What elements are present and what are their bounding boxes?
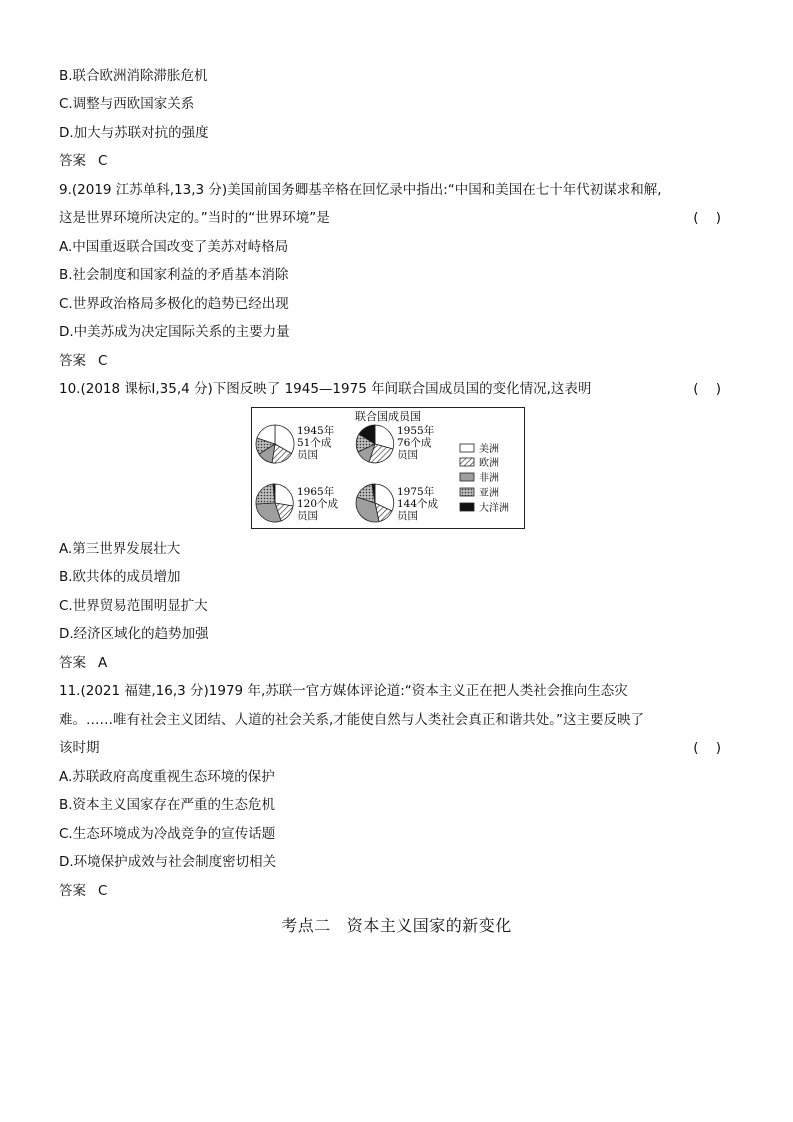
q9-option-a: A.中国重返联合国改变了美苏对峙格局 xyxy=(59,239,289,255)
legend-swatch-europe xyxy=(460,458,474,466)
legend-label-oceania: 大洋洲 xyxy=(479,503,509,514)
q11-option-d: D.环境保护成效与社会制度密切相关 xyxy=(59,854,277,870)
q10-option-c: C.世界贸易范围明显扩大 xyxy=(59,598,208,614)
answer-value: C xyxy=(98,353,108,369)
q11-answer xyxy=(59,882,107,900)
q9-answer xyxy=(59,352,107,370)
q11-stem-line2: 难。……唯有社会主义团结、人道的社会关系,才能使自然与人类社会真正和谐共处。”这主要反映了 xyxy=(59,712,645,728)
q8-option-c: C.调整与西欧国家关系 xyxy=(59,96,195,112)
pie-1975-label-line3: 员国 xyxy=(397,510,418,522)
figure-title: 联合国成员国 xyxy=(355,410,421,423)
q9-answer-paren: ( ) xyxy=(693,210,721,226)
pie-1945-label-line2: 51个成 xyxy=(297,437,332,449)
pie-1945-label-line3: 员国 xyxy=(297,449,318,461)
section-title: 资本主义国家的新变化 xyxy=(346,916,512,935)
answer-label: 答案 xyxy=(59,655,86,671)
section-heading xyxy=(0,913,793,936)
pie-1955-label-line1: 1955年 xyxy=(397,425,435,437)
legend-label-europe: 欧洲 xyxy=(479,458,499,469)
q10-option-b: B.欧共体的成员增加 xyxy=(59,569,181,585)
q11-option-a: A.苏联政府高度重视生态环境的保护 xyxy=(59,769,275,785)
q9-option-d: D.中美苏成为决定国际关系的主要力量 xyxy=(59,324,290,340)
q10-answer xyxy=(59,654,107,672)
q11-stem-line3: 该时期 xyxy=(59,740,100,756)
pie-1975-label-line2: 144个成 xyxy=(397,498,439,510)
pie-1955-label-line2: 76个成 xyxy=(397,437,432,449)
legend-label-africa: 非洲 xyxy=(479,473,499,484)
q10-stem-line1: 10.(2018 课标Ⅰ,35,4 分)下图反映了 1945—1975 年间联合国成员国的变化情况,这表明 xyxy=(59,381,592,397)
answer-value: A xyxy=(98,655,108,671)
q9-stem-line1: 9.(2019 江苏单科,13,3 分)美国前国务卿基辛格在回忆录中指出:“中国和美国在七十年代初谋求和解, xyxy=(59,182,662,198)
legend-swatch-america xyxy=(460,444,474,452)
pie-1945-label-line1: 1945年 xyxy=(297,425,335,437)
pie-1955-label-line3: 员国 xyxy=(397,449,418,461)
q8-answer xyxy=(59,152,107,170)
q9-option-b: B.社会制度和国家利益的矛盾基本消除 xyxy=(59,267,289,283)
q10-answer-paren: ( ) xyxy=(693,381,721,397)
un-members-figure xyxy=(251,407,525,529)
q11-stem-line1: 11.(2021 福建,16,3 分)1979 年,苏联一官方媒体评论道:“资本主义正在把人类社会推向生态灾 xyxy=(59,683,628,699)
q10-option-a: A.第三世界发展壮大 xyxy=(59,541,181,557)
pie-1975-label-line1: 1975年 xyxy=(397,486,435,498)
q8-option-d: D.加大与苏联对抗的强度 xyxy=(59,125,209,141)
legend-swatch-oceania xyxy=(460,503,474,511)
legend-label-asia: 亚洲 xyxy=(479,488,499,499)
pie-1965-label-line1: 1965年 xyxy=(297,486,335,498)
q9-stem-line2: 这是世界环境所决定的。”当时的“世界环境”是 xyxy=(59,210,330,226)
legend-swatch-africa xyxy=(460,473,474,481)
pie-1965-label-line2: 120个成 xyxy=(297,498,339,510)
q11-option-b: B.资本主义国家存在严重的生态危机 xyxy=(59,797,276,813)
q11-answer-paren: ( ) xyxy=(693,740,721,756)
answer-value: C xyxy=(98,153,108,169)
q11-option-c: C.生态环境成为冷战竞争的宣传话题 xyxy=(59,826,276,842)
q10-option-d: D.经济区域化的趋势加强 xyxy=(59,626,209,642)
q8-option-b: B.联合欧洲消除滞胀危机 xyxy=(59,68,208,84)
answer-label: 答案 xyxy=(59,353,86,369)
pie-1965-label-line3: 员国 xyxy=(297,510,318,522)
answer-label: 答案 xyxy=(59,883,86,899)
legend-swatch-asia xyxy=(460,488,474,496)
answer-label: 答案 xyxy=(59,153,86,169)
legend-label-america: 美洲 xyxy=(479,444,499,455)
section-label: 考点二 xyxy=(281,916,331,935)
q9-option-c: C.世界政治格局多极化的趋势已经出现 xyxy=(59,296,289,312)
answer-value: C xyxy=(98,883,108,899)
